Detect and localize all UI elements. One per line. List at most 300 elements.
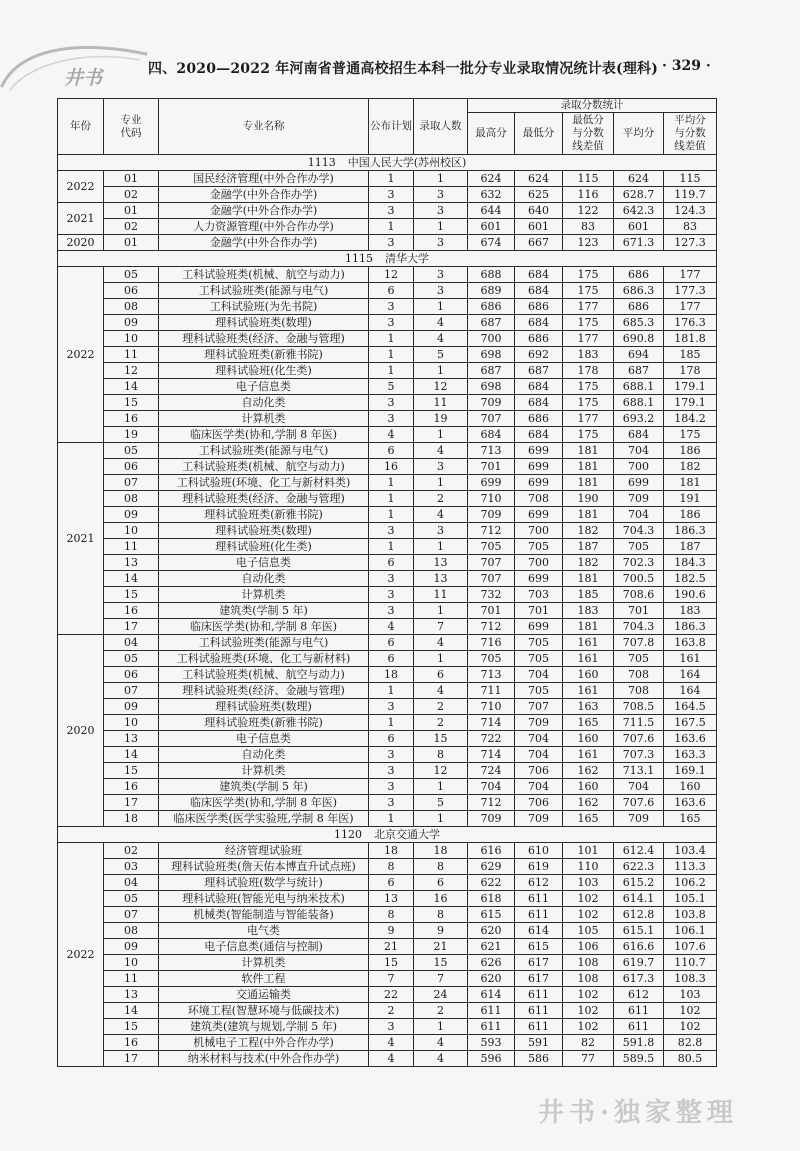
min-score-cell: 611 (515, 1003, 563, 1019)
avg-score-diff-cell: 190.6 (664, 587, 717, 603)
admitted-count-cell: 4 (414, 331, 468, 347)
major-code-cell: 01 (104, 203, 159, 219)
table-row (58, 299, 717, 315)
planned-count-cell: 6 (369, 731, 414, 747)
avg-score-diff-cell: 106.1 (664, 923, 717, 939)
planned-count-cell: 1 (369, 507, 414, 523)
table-row (58, 667, 717, 683)
major-name-cell: 金融学(中外合作办学) (159, 203, 369, 219)
table-row (58, 587, 717, 603)
avg-score-diff-cell: 186 (664, 507, 717, 523)
table-row (58, 267, 717, 283)
admitted-count-cell: 9 (414, 923, 468, 939)
min-score-diff-cell: 83 (563, 219, 614, 235)
header-major-name: 专业名称 (159, 99, 369, 155)
year-cell: 2020 (58, 635, 104, 827)
avg-score-cell: 700 (614, 459, 664, 475)
major-code-cell: 13 (104, 731, 159, 747)
avg-score-diff-cell: 83 (664, 219, 717, 235)
min-score-cell: 692 (515, 347, 563, 363)
school-section-row (58, 251, 717, 267)
avg-score-diff-cell: 161 (664, 651, 717, 667)
admitted-count-cell: 4 (414, 683, 468, 699)
avg-score-cell: 601 (614, 219, 664, 235)
max-score-cell: 712 (468, 795, 515, 811)
planned-count-cell: 4 (369, 619, 414, 635)
admitted-count-cell: 12 (414, 763, 468, 779)
min-score-diff-cell: 116 (563, 187, 614, 203)
max-score-cell: 714 (468, 747, 515, 763)
max-score-cell: 699 (468, 475, 515, 491)
min-score-cell: 705 (515, 651, 563, 667)
min-score-diff-cell: 177 (563, 411, 614, 427)
table-row (58, 507, 717, 523)
avg-score-cell: 708.5 (614, 699, 664, 715)
admitted-count-cell: 1 (414, 363, 468, 379)
major-code-cell: 07 (104, 907, 159, 923)
avg-score-diff-cell: 177 (664, 299, 717, 315)
major-name-cell: 国民经济管理(中外合作办学) (159, 171, 369, 187)
page-title: 四、2020—2022 年河南省普通高校招生本科一批分专业录取情况统计表(理科) (148, 61, 659, 77)
header-avg-score-diff (664, 113, 717, 155)
max-score-cell: 716 (468, 635, 515, 651)
table-row (58, 571, 717, 587)
planned-count-cell: 4 (369, 1051, 414, 1067)
avg-score-diff-cell: 124.3 (664, 203, 717, 219)
min-score-diff-cell: 162 (563, 763, 614, 779)
major-name-cell: 理科试验班类(新雅书院) (159, 715, 369, 731)
planned-count-cell: 3 (369, 299, 414, 315)
avg-score-diff-cell: 165 (664, 811, 717, 827)
avg-score-diff-cell: 178 (664, 363, 717, 379)
major-name-cell: 工科试验班(为先书院) (159, 299, 369, 315)
table-row (58, 427, 717, 443)
max-score-cell: 707 (468, 411, 515, 427)
min-score-diff-cell: 108 (563, 955, 614, 971)
avg-score-cell: 694 (614, 347, 664, 363)
admitted-count-cell: 2 (414, 715, 468, 731)
avg-score-cell: 707.8 (614, 635, 664, 651)
avg-score-cell: 688.1 (614, 379, 664, 395)
max-score-cell: 687 (468, 315, 515, 331)
max-score-cell: 593 (468, 1035, 515, 1051)
table-row (58, 619, 717, 635)
avg-score-diff-cell: 184.3 (664, 555, 717, 571)
min-score-cell: 619 (515, 859, 563, 875)
max-score-cell: 714 (468, 715, 515, 731)
min-score-cell: 686 (515, 331, 563, 347)
school-header-cell (58, 155, 717, 171)
planned-count-cell: 1 (369, 811, 414, 827)
min-score-diff-cell: 175 (563, 283, 614, 299)
avg-score-cell: 615.1 (614, 923, 664, 939)
max-score-cell: 709 (468, 811, 515, 827)
admitted-count-cell: 1 (414, 475, 468, 491)
avg-score-diff-cell: 163.6 (664, 731, 717, 747)
major-name-cell: 理科试验班类(数理) (159, 523, 369, 539)
min-score-cell: 699 (515, 475, 563, 491)
major-name-cell: 临床医学类(医学实验班,学制 8 年医) (159, 811, 369, 827)
major-name-cell: 电气类 (159, 923, 369, 939)
avg-score-cell: 705 (614, 539, 664, 555)
avg-score-cell: 628.7 (614, 187, 664, 203)
admitted-count-cell: 3 (414, 459, 468, 475)
major-code-cell: 08 (104, 923, 159, 939)
table-row (58, 315, 717, 331)
avg-score-cell: 704 (614, 779, 664, 795)
max-score-cell: 618 (468, 891, 515, 907)
min-score-cell: 704 (515, 779, 563, 795)
major-code-cell: 17 (104, 795, 159, 811)
min-score-diff-cell: 160 (563, 731, 614, 747)
header-avg-score-diff-line: 线差值 (674, 140, 706, 152)
max-score-cell: 629 (468, 859, 515, 875)
table-row (58, 411, 717, 427)
avg-score-cell: 642.3 (614, 203, 664, 219)
table-row (58, 363, 717, 379)
major-code-cell: 04 (104, 875, 159, 891)
major-code-cell: 16 (104, 411, 159, 427)
min-score-cell: 703 (515, 587, 563, 603)
major-name-cell: 理科试验班类(新雅书院) (159, 347, 369, 363)
min-score-diff-cell: 103 (563, 875, 614, 891)
admitted-count-cell: 1 (414, 603, 468, 619)
major-code-cell: 06 (104, 667, 159, 683)
admitted-count-cell: 3 (414, 187, 468, 203)
planned-count-cell: 6 (369, 283, 414, 299)
major-code-cell: 09 (104, 939, 159, 955)
major-code-cell: 13 (104, 987, 159, 1003)
year-cell: 2021 (58, 203, 104, 235)
avg-score-diff-cell: 119.7 (664, 187, 717, 203)
min-score-diff-cell: 177 (563, 299, 614, 315)
max-score-cell: 713 (468, 443, 515, 459)
table-row (58, 699, 717, 715)
max-score-cell: 687 (468, 363, 515, 379)
min-score-cell: 667 (515, 235, 563, 251)
min-score-diff-cell: 178 (563, 363, 614, 379)
major-name-cell: 临床医学类(协和,学制 8 年医) (159, 795, 369, 811)
avg-score-cell: 707.6 (614, 795, 664, 811)
min-score-cell: 700 (515, 523, 563, 539)
max-score-cell: 710 (468, 491, 515, 507)
admitted-count-cell: 8 (414, 747, 468, 763)
max-score-cell: 710 (468, 699, 515, 715)
planned-count-cell: 6 (369, 651, 414, 667)
min-score-cell: 709 (515, 811, 563, 827)
major-name-cell: 理科试验班类(经济、金融与管理) (159, 331, 369, 347)
admitted-count-cell: 4 (414, 315, 468, 331)
planned-count-cell: 13 (369, 891, 414, 907)
planned-count-cell: 5 (369, 379, 414, 395)
min-score-cell: 700 (515, 555, 563, 571)
planned-count-cell: 2 (369, 1003, 414, 1019)
max-score-cell: 626 (468, 955, 515, 971)
min-score-diff-cell: 182 (563, 555, 614, 571)
avg-score-cell: 686 (614, 267, 664, 283)
min-score-cell: 701 (515, 603, 563, 619)
avg-score-cell: 708.6 (614, 587, 664, 603)
avg-score-diff-cell: 182 (664, 459, 717, 475)
planned-count-cell: 1 (369, 347, 414, 363)
major-name-cell: 建筑类(建筑与规划,学制 5 年) (159, 1019, 369, 1035)
table-row (58, 923, 717, 939)
avg-score-cell: 615.2 (614, 875, 664, 891)
header-major-code (104, 99, 159, 155)
major-code-cell: 05 (104, 267, 159, 283)
avg-score-diff-cell: 176.3 (664, 315, 717, 331)
min-score-diff-cell: 181 (563, 459, 614, 475)
avg-score-diff-cell: 181.8 (664, 331, 717, 347)
planned-count-cell: 1 (369, 331, 414, 347)
avg-score-diff-cell: 163.8 (664, 635, 717, 651)
table-row (58, 795, 717, 811)
avg-score-cell: 612.4 (614, 843, 664, 859)
admitted-count-cell: 7 (414, 619, 468, 635)
avg-score-diff-cell: 167.5 (664, 715, 717, 731)
admitted-count-cell: 11 (414, 587, 468, 603)
admitted-count-cell: 24 (414, 987, 468, 1003)
avg-score-diff-cell: 185 (664, 347, 717, 363)
max-score-cell: 705 (468, 651, 515, 667)
planned-count-cell: 3 (369, 779, 414, 795)
planned-count-cell: 3 (369, 187, 414, 203)
avg-score-diff-cell: 105.1 (664, 891, 717, 907)
avg-score-diff-cell: 163.3 (664, 747, 717, 763)
avg-score-cell: 591.8 (614, 1035, 664, 1051)
school-section-row (58, 155, 717, 171)
avg-score-diff-cell: 163.6 (664, 795, 717, 811)
planned-count-cell: 3 (369, 699, 414, 715)
major-name-cell: 工科试验班类(能源与电气) (159, 283, 369, 299)
min-score-cell: 684 (515, 283, 563, 299)
avg-score-diff-cell: 110.7 (664, 955, 717, 971)
max-score-cell: 621 (468, 939, 515, 955)
min-score-diff-cell: 175 (563, 315, 614, 331)
major-name-cell: 建筑类(学制 5 年) (159, 603, 369, 619)
admitted-count-cell: 3 (414, 283, 468, 299)
min-score-diff-cell: 161 (563, 635, 614, 651)
table-row (58, 1019, 717, 1035)
planned-count-cell: 21 (369, 939, 414, 955)
min-score-diff-cell: 115 (563, 171, 614, 187)
avg-score-diff-cell: 80.5 (664, 1051, 717, 1067)
major-code-cell: 11 (104, 971, 159, 987)
school-name: 中国人民大学(苏州校区) (347, 155, 467, 169)
planned-count-cell: 12 (369, 267, 414, 283)
planned-count-cell: 3 (369, 411, 414, 427)
admitted-count-cell: 2 (414, 1003, 468, 1019)
header-min-score: 最低分 (515, 113, 563, 155)
table-row (58, 907, 717, 923)
min-score-diff-cell: 101 (563, 843, 614, 859)
major-code-cell: 07 (104, 683, 159, 699)
planned-count-cell: 4 (369, 1035, 414, 1051)
min-score-diff-cell: 165 (563, 811, 614, 827)
min-score-diff-cell: 177 (563, 331, 614, 347)
major-code-cell: 05 (104, 651, 159, 667)
planned-count-cell: 3 (369, 203, 414, 219)
major-name-cell: 交通运输类 (159, 987, 369, 1003)
major-name-cell: 计算机类 (159, 763, 369, 779)
admitted-count-cell: 4 (414, 635, 468, 651)
max-score-cell: 700 (468, 331, 515, 347)
major-name-cell: 工科试验班类(能源与电气) (159, 443, 369, 459)
min-score-cell: 684 (515, 379, 563, 395)
year-cell: 2022 (58, 843, 104, 1067)
avg-score-diff-cell: 106.2 (664, 875, 717, 891)
avg-score-cell: 705 (614, 651, 664, 667)
planned-count-cell: 1 (369, 683, 414, 699)
major-name-cell: 金融学(中外合作办学) (159, 235, 369, 251)
avg-score-diff-cell: 179.1 (664, 379, 717, 395)
school-code: 1115 (345, 251, 373, 265)
min-score-diff-cell: 102 (563, 891, 614, 907)
min-score-cell: 706 (515, 763, 563, 779)
admitted-count-cell: 1 (414, 299, 468, 315)
max-score-cell: 644 (468, 203, 515, 219)
avg-score-cell: 707.3 (614, 747, 664, 763)
avg-score-cell: 707.6 (614, 731, 664, 747)
max-score-cell: 732 (468, 587, 515, 603)
avg-score-diff-cell: 107.6 (664, 939, 717, 955)
page-number: · 329 · (662, 58, 711, 74)
major-code-cell: 11 (104, 539, 159, 555)
major-name-cell: 理科试验班类(数理) (159, 315, 369, 331)
school-header-cell (58, 827, 717, 843)
table-row (58, 875, 717, 891)
major-code-cell: 07 (104, 475, 159, 491)
major-name-cell: 计算机类 (159, 411, 369, 427)
max-score-cell: 704 (468, 779, 515, 795)
admitted-count-cell: 4 (414, 1051, 468, 1067)
admitted-count-cell: 21 (414, 939, 468, 955)
major-code-cell: 05 (104, 891, 159, 907)
avg-score-cell: 709 (614, 811, 664, 827)
planned-count-cell: 6 (369, 875, 414, 891)
min-score-diff-cell: 161 (563, 651, 614, 667)
min-score-diff-cell: 183 (563, 347, 614, 363)
table-row (58, 715, 717, 731)
avg-score-diff-cell: 82.8 (664, 1035, 717, 1051)
planned-count-cell: 3 (369, 747, 414, 763)
min-score-cell: 709 (515, 715, 563, 731)
major-code-cell: 04 (104, 635, 159, 651)
min-score-cell: 708 (515, 491, 563, 507)
max-score-cell: 698 (468, 379, 515, 395)
major-name-cell: 环境工程(智慧环境与低碳技术) (159, 1003, 369, 1019)
avg-score-cell: 704 (614, 443, 664, 459)
min-score-cell: 706 (515, 795, 563, 811)
planned-count-cell: 1 (369, 475, 414, 491)
header-major-code-line: 代码 (120, 126, 142, 139)
avg-score-diff-cell: 169.1 (664, 763, 717, 779)
major-name-cell: 临床医学类(协和,学制 8 年医) (159, 427, 369, 443)
major-code-cell: 09 (104, 699, 159, 715)
min-score-cell: 614 (515, 923, 563, 939)
avg-score-diff-cell: 187 (664, 539, 717, 555)
major-code-cell: 08 (104, 491, 159, 507)
min-score-diff-cell: 190 (563, 491, 614, 507)
major-code-cell: 01 (104, 235, 159, 251)
planned-count-cell: 6 (369, 555, 414, 571)
avg-score-cell: 622.3 (614, 859, 664, 875)
header-year: 年份 (58, 99, 104, 155)
table-row (58, 939, 717, 955)
min-score-cell: 617 (515, 971, 563, 987)
school-header-cell (58, 251, 717, 267)
admitted-count-cell: 4 (414, 1035, 468, 1051)
planned-count-cell: 1 (369, 363, 414, 379)
min-score-cell: 586 (515, 1051, 563, 1067)
avg-score-diff-cell: 177 (664, 267, 717, 283)
admitted-count-cell: 4 (414, 507, 468, 523)
min-score-cell: 625 (515, 187, 563, 203)
admitted-count-cell: 1 (414, 427, 468, 443)
major-code-cell: 05 (104, 443, 159, 459)
avg-score-cell: 711.5 (614, 715, 664, 731)
planned-count-cell: 15 (369, 955, 414, 971)
max-score-cell: 701 (468, 603, 515, 619)
avg-score-diff-cell: 186.3 (664, 619, 717, 635)
major-name-cell: 工科试验班类(能源与电气) (159, 635, 369, 651)
max-score-cell: 709 (468, 507, 515, 523)
major-name-cell: 工科试验班类(机械、航空与动力) (159, 459, 369, 475)
avg-score-diff-cell: 177.3 (664, 283, 717, 299)
min-score-cell: 610 (515, 843, 563, 859)
min-score-diff-cell: 181 (563, 475, 614, 491)
admission-table (57, 98, 717, 1067)
header-max-score: 最高分 (468, 113, 515, 155)
avg-score-cell: 686 (614, 299, 664, 315)
planned-count-cell: 6 (369, 443, 414, 459)
admitted-count-cell: 1 (414, 219, 468, 235)
min-score-diff-cell: 102 (563, 1019, 614, 1035)
min-score-diff-cell: 165 (563, 715, 614, 731)
table-row (58, 635, 717, 651)
min-score-cell: 699 (515, 443, 563, 459)
max-score-cell: 701 (468, 459, 515, 475)
min-score-diff-cell: 123 (563, 235, 614, 251)
header-min-score-diff-line: 线差值 (572, 140, 604, 152)
max-score-cell: 713 (468, 667, 515, 683)
admitted-count-cell: 16 (414, 891, 468, 907)
avg-score-diff-cell: 164 (664, 667, 717, 683)
min-score-cell: 684 (515, 267, 563, 283)
avg-score-cell: 624 (614, 171, 664, 187)
planned-count-cell: 9 (369, 923, 414, 939)
planned-count-cell: 3 (369, 235, 414, 251)
major-code-cell: 12 (104, 363, 159, 379)
major-name-cell: 机械类(智能制造与智能装备) (159, 907, 369, 923)
planned-count-cell: 3 (369, 587, 414, 603)
table-row (58, 379, 717, 395)
table-row (58, 603, 717, 619)
header-min-score-diff (563, 113, 614, 155)
admitted-count-cell: 1 (414, 1019, 468, 1035)
admitted-count-cell: 5 (414, 795, 468, 811)
min-score-cell: 591 (515, 1035, 563, 1051)
brand-logo (0, 34, 150, 96)
admitted-count-cell: 5 (414, 347, 468, 363)
major-name-cell: 人力资源管理(中外合作办学) (159, 219, 369, 235)
max-score-cell: 624 (468, 171, 515, 187)
min-score-diff-cell: 102 (563, 907, 614, 923)
header-avg-score: 平均分 (614, 113, 664, 155)
avg-score-cell: 704 (614, 507, 664, 523)
header-row-group (58, 99, 717, 113)
major-code-cell: 16 (104, 1035, 159, 1051)
